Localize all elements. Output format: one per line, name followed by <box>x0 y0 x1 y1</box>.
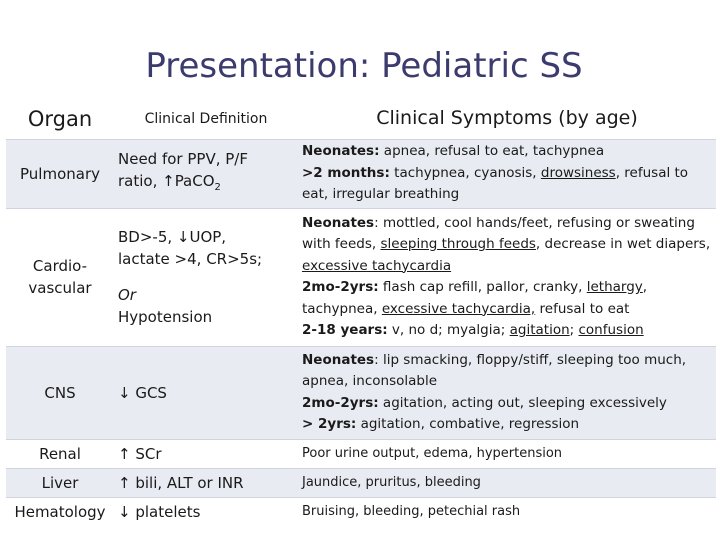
row-pulmonary <box>6 139 716 208</box>
sym-cardio-b-text1: flash cap refill, pallor, cranky, <box>378 279 587 295</box>
sym-cardio-excessive-tachy-1: excessive tachycardia <box>302 257 452 274</box>
presentation-table <box>6 99 716 526</box>
symptoms-pulmonary <box>298 139 716 208</box>
sym-pulm-neonates-label: Neonates: <box>302 143 380 160</box>
symptoms-renal: Poor urine output, edema, hypertension <box>298 439 716 468</box>
symptoms-cns <box>298 346 716 439</box>
row-renal <box>6 439 716 468</box>
organ-hematology: Hematology <box>6 497 114 526</box>
row-hematology <box>6 497 716 526</box>
row-liver <box>6 468 716 497</box>
sym-cardio-2-18-label: 2-18 years: <box>302 322 388 338</box>
sym-cardio-b-text3: refusal to eat <box>535 300 630 317</box>
sym-cns-neonates-label: Neonates <box>302 351 375 368</box>
sym-cardio-lethargy: lethargy <box>586 279 643 295</box>
row-cns <box>6 346 716 439</box>
symptoms-cardiovascular <box>298 208 716 346</box>
sym-cns-2mo-label: 2mo-2yrs: <box>302 394 379 411</box>
organ-cardio-line2: vascular <box>28 279 92 297</box>
sym-cardio-a-text2: , decrease in wet diapers, <box>535 236 711 252</box>
sym-cardio-sleeping-feeds: sleeping through feeds <box>380 236 536 252</box>
sym-cardio-c-text2: ; <box>569 322 579 338</box>
sym-cardio-confusion: confusion <box>578 322 644 338</box>
row-cardiovascular <box>6 208 716 346</box>
definition-cardio-line3: Hypotension <box>118 308 213 326</box>
definition-hematology: ↓ platelets <box>114 497 298 526</box>
definition-renal: ↑ SCr <box>114 439 298 468</box>
sym-pulm-drowsiness: drowsiness <box>540 164 616 181</box>
organ-cardiovascular <box>6 208 114 346</box>
sym-cardio-b-text2: , tachypnea, <box>302 279 648 317</box>
sym-cns-a-text: : lip smacking, floppy/stiff, sleeping too much, apnea, inconsolable <box>302 351 687 389</box>
definition-pulmonary <box>114 139 298 208</box>
sym-cns-c-text: agitation, combative, regression <box>356 416 580 432</box>
organ-liver: Liver <box>6 468 114 497</box>
definition-cardio-line1: BD>-5, ↓UOP, <box>118 228 227 246</box>
organ-renal: Renal <box>6 439 114 468</box>
organ-pulmonary: Pulmonary <box>6 139 114 208</box>
definition-cns: ↓ GCS <box>114 346 298 439</box>
sym-pulm-2mo-text1: tachypnea, cyanosis, <box>389 164 541 181</box>
definition-cardio-line2: lactate >4, CR>5s; <box>118 250 263 268</box>
slide-title: Presentation: Pediatric SS <box>145 46 583 86</box>
sym-cardio-c-text1: v, no d; myalgia; <box>387 322 510 338</box>
header-organ: Organ <box>27 106 93 131</box>
definition-pulmonary-paco: ratio, ↑PaCO <box>118 172 215 190</box>
sym-cardio-a-text1: : mottled, cool hands/feet, refusing or sweating with feeds, <box>302 214 695 252</box>
organ-cns: CNS <box>6 346 114 439</box>
table-header-row <box>6 99 716 139</box>
definition-liver: ↑ bili, ALT or INR <box>114 468 298 497</box>
definition-pulmonary-subscript: 2 <box>214 182 221 193</box>
sym-pulm-2mo-label: >2 months: <box>302 164 390 181</box>
sym-cns-b-text: agitation, acting out, sleeping excessively <box>378 394 667 411</box>
sym-pulm-2mo-text2: , refusal to eat, irregular breathing <box>302 164 689 203</box>
definition-cardiovascular <box>114 208 298 346</box>
symptoms-liver: Jaundice, pruritus, bleeding <box>298 468 716 497</box>
definition-pulmonary-line1: Need for PPV, P/F <box>118 150 248 168</box>
sym-pulm-neonates-text: apnea, refusal to eat, tachypnea <box>379 143 605 160</box>
definition-cardio-or: Or <box>118 286 136 304</box>
sym-cardio-neonates-label: Neonates <box>302 214 375 231</box>
header-clinical-definition: Clinical Definition <box>144 110 268 127</box>
sym-cardio-2mo-label: 2mo-2yrs: <box>302 279 379 295</box>
sym-cardio-excessive-tachy-2: excessive tachycardia, <box>381 300 536 317</box>
symptoms-hematology: Bruising, bleeding, petechial rash <box>298 497 716 526</box>
organ-cardio-line1: Cardio- <box>32 257 88 275</box>
sym-cardio-agitation: agitation <box>509 322 570 338</box>
sym-cns-2yrs-label: > 2yrs: <box>302 416 357 432</box>
header-clinical-symptoms: Clinical Symptoms (by age) <box>376 107 638 129</box>
definition-pulmonary-line2 <box>118 170 294 199</box>
